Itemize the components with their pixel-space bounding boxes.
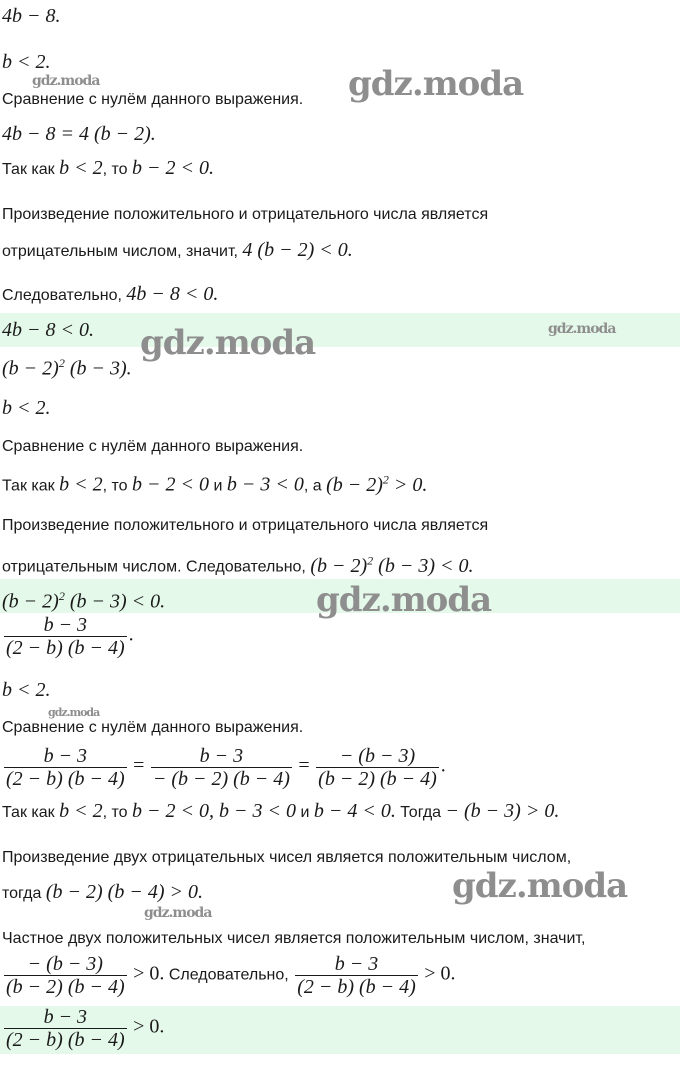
- since-exponent: 2: [382, 472, 389, 486]
- since-result-3: [326, 474, 427, 496]
- product-expression: (b − 2) (b − 4) > 0.: [45, 881, 203, 903]
- equals-sign: =: [298, 754, 310, 777]
- answer-3: [2, 1006, 164, 1051]
- then-label: Тогда: [400, 804, 442, 821]
- watermark-small: gdz.moda: [32, 73, 100, 89]
- answer-1: 4b − 8 < 0.: [2, 319, 94, 341]
- answer-2: [2, 586, 165, 612]
- product-label: тогда: [2, 885, 42, 902]
- product-label: отрицательным числом, значит,: [2, 243, 238, 260]
- since-then-label: , то: [102, 161, 128, 178]
- hence-label: Следовательно,: [2, 287, 122, 304]
- since-condition: b < 2: [59, 800, 103, 822]
- quotient-fraction-1-numerator: − (b − 3): [4, 953, 127, 976]
- product-expression: [310, 555, 473, 577]
- quotient-fraction-1-denominator: (b − 2) (b − 4): [6, 976, 125, 998]
- answer-base: (b − 2): [2, 590, 59, 613]
- answer-tail: (b − 3) < 0.: [64, 590, 166, 613]
- quotient-fraction-2-numerator: b − 3: [295, 953, 418, 976]
- since-line-3: [2, 801, 559, 823]
- since-label: Так как: [2, 804, 55, 821]
- greater-than-zero: > 0.: [424, 962, 456, 985]
- expression-2: [2, 353, 132, 379]
- factor-expression-1: 4b − 8 = 4 (b − 2).: [2, 123, 156, 145]
- watermark-small: gdz.moda: [144, 905, 212, 921]
- eq-fraction-3-denominator: (b − 2) (b − 4): [318, 768, 437, 790]
- expression-3: [2, 614, 134, 659]
- since-tail: > 0.: [388, 473, 428, 496]
- since-label: Так как: [2, 477, 55, 495]
- eq-fraction-2: [151, 745, 292, 790]
- watermark-large: gdz.moda: [348, 64, 524, 104]
- and-label: и: [300, 804, 310, 821]
- compare-text-2: Сравнение с нулём данного выражения.: [2, 438, 304, 455]
- expr-exponent: 2: [58, 356, 65, 370]
- product-exponent: 2: [367, 553, 374, 567]
- product-expression: 4 (b − 2) < 0.: [242, 239, 353, 261]
- since-result-2: b − 3 < 0: [226, 473, 304, 496]
- quotient-fraction-2-denominator: (2 − b) (b − 4): [297, 976, 416, 998]
- hence-label: Следовательно,: [168, 966, 289, 984]
- fraction-dot: .: [128, 623, 134, 646]
- quotient-line: [2, 953, 456, 998]
- since-result: b − 2 < 0.: [132, 157, 214, 179]
- since-condition: b < 2: [59, 473, 103, 496]
- product-line-2b: [2, 550, 473, 578]
- since-line-1: [2, 158, 214, 180]
- since-line-2: [2, 469, 427, 497]
- since-base: (b − 2): [326, 473, 383, 496]
- since-result-1: b − 2 < 0, b − 3 < 0: [132, 800, 296, 822]
- and-label-2: , а: [303, 477, 322, 495]
- watermark-large: gdz.moda: [140, 323, 316, 363]
- eq-fraction-1-denominator: (2 − b) (b − 4): [6, 768, 125, 790]
- since-then-label: , то: [102, 804, 128, 821]
- product-text-3: Произведение двух отрицательных чисел является положительным числом,: [2, 849, 572, 866]
- answer-fraction-numerator: b − 3: [4, 1006, 127, 1029]
- greater-than-zero: > 0.: [133, 962, 165, 985]
- condition-3: b < 2.: [2, 679, 51, 701]
- since-condition: b < 2: [59, 157, 103, 179]
- eq-fraction-3: [316, 745, 439, 790]
- eq-fraction-1-numerator: b − 3: [4, 745, 127, 768]
- product-text-1: Произведение положительного и отрицательного числа является: [2, 206, 489, 223]
- quotient-text: Частное двух положительных чисел является положительным числом, значит,: [2, 930, 586, 947]
- answer-exponent: 2: [58, 589, 65, 603]
- expr-tail: (b − 3).: [64, 357, 132, 380]
- watermark-large: gdz.moda: [316, 580, 492, 620]
- since-then-label: , то: [102, 477, 128, 495]
- fraction-numerator: b − 3: [4, 614, 127, 637]
- expression-1: 4b − 8.: [2, 5, 61, 27]
- product-tail: (b − 3) < 0.: [373, 554, 474, 577]
- since-result-3: − (b − 3) > 0.: [445, 800, 560, 822]
- and-label: и: [213, 477, 223, 495]
- expr-base: (b − 2): [2, 357, 59, 380]
- eq-fraction-1: [4, 745, 127, 790]
- condition-2: b < 2.: [2, 397, 51, 419]
- quotient-fraction-1: [4, 953, 127, 998]
- compare-text-1: Сравнение с нулём данного выражения.: [2, 91, 304, 108]
- answer-greater-than-zero: > 0.: [133, 1015, 165, 1038]
- hence-line-1: [2, 284, 218, 306]
- since-label: Так как: [2, 161, 55, 178]
- equation-chain: [2, 745, 446, 790]
- eq-fraction-2-numerator: b − 3: [151, 745, 292, 768]
- watermark-large: gdz.moda: [452, 866, 628, 906]
- eq-fraction-3-numerator: − (b − 3): [316, 745, 439, 768]
- fraction: [4, 614, 127, 659]
- answer-fraction: [4, 1006, 127, 1051]
- product-line-2: [2, 240, 353, 262]
- eq-fraction-2-denominator: − (b − 2) (b − 4): [152, 768, 290, 790]
- product-line-3b: [2, 882, 203, 904]
- fraction-denominator: (2 − b) (b − 4): [6, 637, 125, 659]
- product-label: отрицательным числом. Следовательно,: [2, 558, 306, 576]
- equation-dot: .: [440, 754, 446, 777]
- product-text-2: Произведение положительного и отрицательного числа является: [2, 517, 489, 534]
- since-result-1: b − 2 < 0: [132, 473, 209, 496]
- watermark-small: gdz.moda: [48, 706, 100, 719]
- compare-text-3: Сравнение с нулём данного выражения.: [2, 719, 304, 736]
- watermark-small: gdz.moda: [548, 321, 616, 337]
- quotient-fraction-2: [295, 953, 418, 998]
- answer-fraction-denominator: (2 − b) (b − 4): [6, 1029, 125, 1051]
- condition-1: b < 2.: [2, 51, 51, 73]
- hence-expression: 4b − 8 < 0.: [126, 283, 219, 305]
- since-result-2: b − 4 < 0.: [313, 800, 396, 822]
- equals-sign: =: [133, 754, 145, 777]
- product-base: (b − 2): [310, 554, 368, 577]
